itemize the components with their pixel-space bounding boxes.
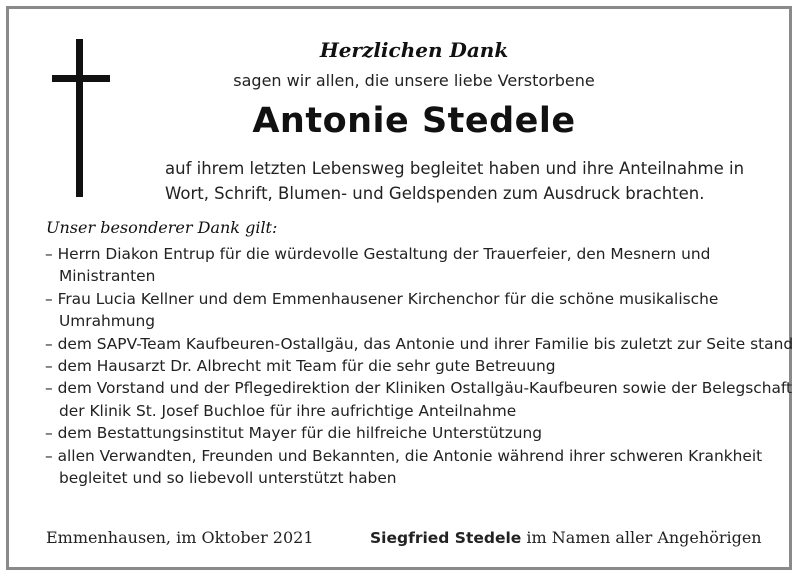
list-item: – dem Hausarzt Dr. Albrecht mit Team für die sehr gute Betreuung xyxy=(45,357,556,376)
special-thanks-heading: Unser besonderer Dank gilt: xyxy=(46,218,278,237)
list-item: – allen Verwandten, Freunden und Bekannten, die Antonie während ihrer schweren Krankheit begleitet und so liebevoll unterstützt haben xyxy=(45,446,763,488)
notice-heading: Herzlichen Dank xyxy=(319,38,509,62)
list-item: – dem Vorstand und der Pflegedirektion der Kliniken Ostallgäu-Kaufbeuren sowie der Belegschaft der Klinik St. Josef Buchloe für ihre aufrichtige Anteilnahme xyxy=(45,379,793,420)
thanks-list xyxy=(45,243,795,489)
place-date: Emmenhausen, im Oktober 2021 xyxy=(46,528,314,547)
signer-name: Siegfried Stedele xyxy=(370,529,522,547)
obituary-notice xyxy=(6,6,792,570)
signature-line xyxy=(370,528,762,547)
signer-suffix: im Namen aller Angehörigen xyxy=(521,528,762,547)
list-item: – dem Bestattungsinstitut Mayer für die hilfreiche Unterstützung xyxy=(45,424,543,443)
deceased-name: Antonie Stedele xyxy=(252,101,576,141)
list-item: – Herrn Diakon Entrup für die würdevolle Gestaltung der Trauerfeier, den Mesnern und Ministranten xyxy=(45,245,711,286)
thanks-paragraph: auf ihrem letzten Lebensweg begleitet haben und ihre Anteilnahme in Wort, Schrift, Blumen- und Geldspenden zum Ausdruck brachten. xyxy=(165,159,745,203)
list-item: – Frau Lucia Kellner und dem Emmenhausener Kirchenchor für die schöne musikalische Umrahmung xyxy=(45,289,719,331)
list-item: – dem SAPV-Team Kaufbeuren-Ostallgäu, das Antonie und ihrer Familie bis zuletzt zur Seite stand xyxy=(45,334,794,353)
notice-subheading: sagen wir allen, die unsere liebe Verstorbene xyxy=(233,71,595,90)
